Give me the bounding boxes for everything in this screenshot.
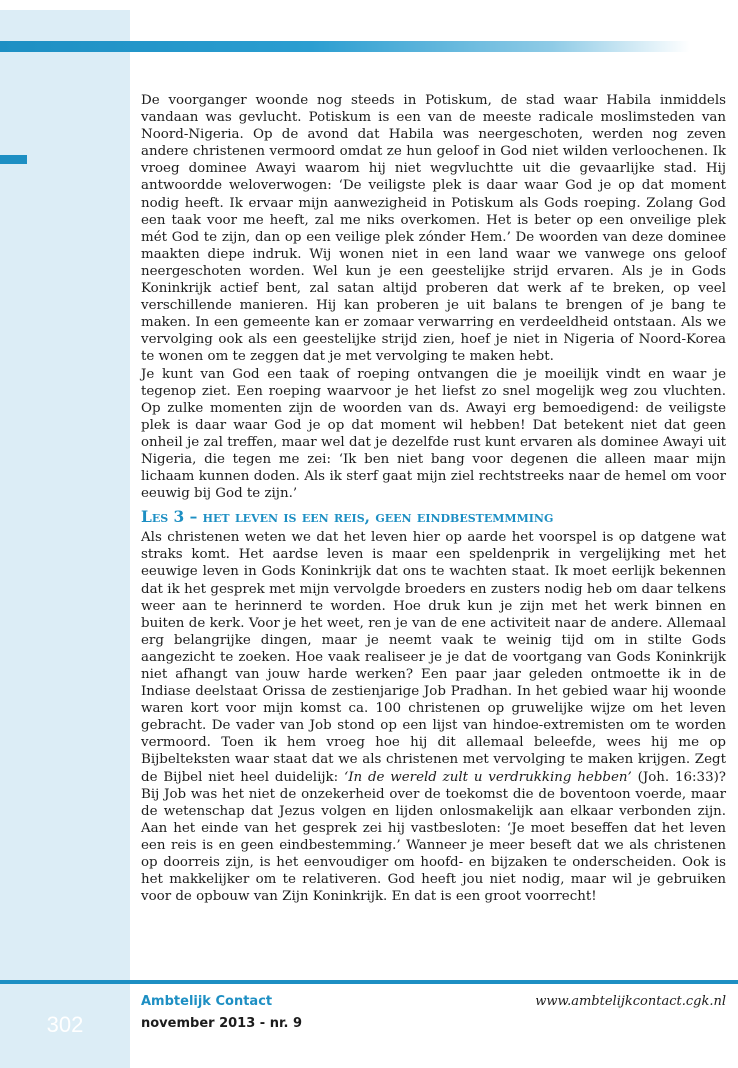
publication-name: Ambtelijk Contact [141, 994, 273, 1009]
website-link[interactable]: www.ambtelijkcontact.cgk.nl [535, 994, 726, 1009]
paragraph-3-part-1: Als christenen weten we dat het leven hier op aarde het voorspel is op datgene wat straks komt. Het aardse leven is maar een speldenprik in vergelijking met het eeuwige leven in Gods Koninkrijk dat ons te wachten staat. Ik moet eerlijk bekennen dat ik het gesprek met mijn vervolgde broeders en zusters nodig heb om daar telkens weer aan te herinnerd te worden. Hoe druk kun je zijn met het werk binnen en buiten de kerk. Voor je het weet, ren je van de ene activiteit naar de andere. Allemaal erg belangrijke dingen, maar je neemt vaak te weinig tijd om in stilte Gods aangezicht te zoeken. Hoe vaak realiseer je je dat de voortgang van Gods Koninkrijk niet afhangt van jouw harde werken? Een paar jaar geleden ontmoette ik in de Indiase deelstaat Orissa de zestienjarige Job Pradhan. In het gebied waar hij woonde waren kort voor mijn komst ca. 100 christenen op gruwelijke wijze om het leven gebracht. De vader van Job stond op een lijst van hindoe-extremisten om te worden vermoord. Toen ik hem vroeg hoe hij dit allemaal beleefde, wees hij me op Bijbelteksten waar staat dat we als christenen met vervolging te maken krijgen. Zegt de Bijbel niet heel duidelijk: [141, 530, 726, 785]
paragraph-2: Je kunt van God een taak of roeping ontvangen die je moeilijk vindt en waar je tegenop ziet. Een roeping waarvoor je het liefst zo snel mogelijk weg zou vluchten. Op zulke momenten zijn de woorden van ds. Awayi erg bemoedigend: de veiligste plek is daar waar God je op dat moment wil hebben! Dat betekent niet dat geen onheil je zal treffen, maar wel dat je dezelfde rust kunt ervaren als dominee Awayi uit Nigeria, die tegen me zei: ‘Ik ben niet bang voor degenen die alleen maar mijn lichaam kunnen doden. Als ik sterf gaat mijn ziel rechtstreeks naar de hemel om voor eeuwig bij God te zijn.’ [141, 366, 726, 502]
section-heading: Les 3 – het leven is een reis, geen eindbestemmming [141, 508, 554, 527]
issue-label: november 2013 - nr. 9 [141, 1016, 303, 1031]
page-sidebar [0, 10, 130, 1068]
paragraph-3 [141, 529, 726, 905]
header-bar [0, 41, 690, 52]
article-body [141, 92, 726, 905]
side-marker [0, 155, 27, 164]
footer-divider [0, 980, 738, 984]
page-number: 302 [46, 1012, 84, 1037]
paragraph-3-part-2: (Joh. 16:33)? Bij Job was het niet de onzekerheid over de toekomst die de boventoon voerde, maar de wetenschap dat Jezus volgen en lijden onlosmakelijk aan elkaar verbonden zijn. Aan het einde van het gesprek zei hij vastbesloten: ‘Je moet beseffen dat het leven een reis is en geen eindbestemming.’ Wanneer je meer beseft dat we als christenen op doorreis zijn, is het eenvoudiger om hoofd- en bijzaken te onderscheiden. Ook is het makkelijker om te relativeren. God heeft jou niet nodig, maar wil je gebruiken voor de opbouw van Zijn Koninkrijk. En dat is een groot voorrecht! [141, 769, 726, 905]
paragraph-1: De voorganger woonde nog steeds in Potiskum, de stad waar Habila inmiddels vandaan was gevlucht. Potiskum is een van de meeste radicale moslimsteden van Noord-Nigeria. Op de avond dat Habila was neergeschoten, werden nog zeven andere christenen vermoord omdat ze hun geloof in God niet wilden verloochenen. Ik vroeg dominee Awayi waarom hij niet wegvluchtte uit die gevaarlijke stad. Hij antwoordde weloverwogen: ‘De veiligste plek is daar waar God je op dat moment nodig heeft. Ik ervaar mijn aanwezigheid in Potiskum als Gods roeping. Zolang God een taak voor me heeft, zal me niks overkomen. Het is beter op een onveilige plek mét God te zijn, dan op een veilige plek zónder Hem.’ De woorden van deze dominee maakten diepe indruk. Wij wonen niet in een land waar we vanwege ons geloof neergeschoten worden. Wel kun je een geestelijke strijd ervaren. Als je in Gods Koninkrijk actief bent, zal satan altijd proberen dat werk af te breken, op veel verschillende manieren. Hij kan proberen je uit balans te brengen of je bang te maken. In een gemeente kan er zomaar verwarring en verdeeldheid ontstaan. Als we vervolging ook als een geestelijke strijd zien, hoef je niet in Nigeria of Noord-Korea te wonen om te zeggen dat je met vervolging te maken hebt. [141, 93, 726, 365]
bible-quote: ‘In de wereld zult u verdrukking hebben’ [343, 769, 632, 785]
